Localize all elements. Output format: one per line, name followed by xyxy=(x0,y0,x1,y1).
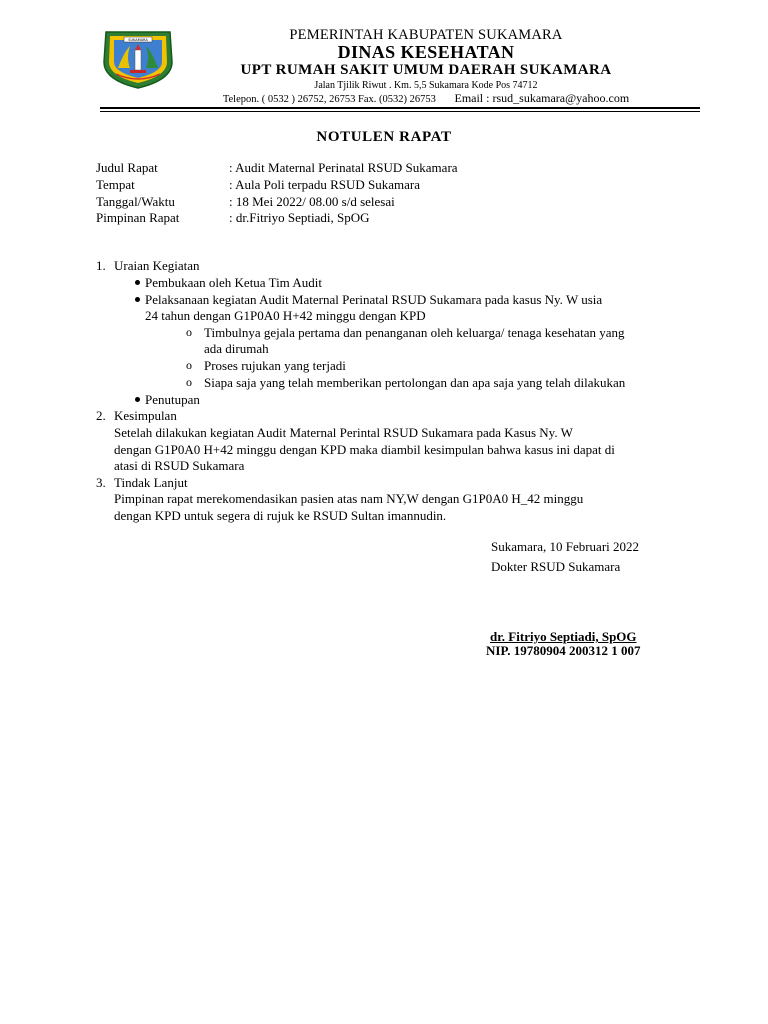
conclusion-line2: dengan G1P0A0 H+42 minggu dengan KPD maka diambil kesimpulan bahwa kasus ini dapat di xyxy=(114,442,615,457)
sub-bullet-marker: o xyxy=(186,358,192,372)
letterhead-government: PEMERINTAH KABUPATEN SUKAMARA xyxy=(289,27,563,43)
sub-bullet-marker: o xyxy=(186,325,192,339)
follow-up-line1: Pimpinan rapat merekomendasikan pasien atas nam NY,W dengan G1P0A0 H_42 minggu xyxy=(114,491,584,506)
bullet-item-implementation-line2: 24 tahun dengan G1P0A0 H+42 minggu dengan KPD xyxy=(145,308,426,323)
letterhead-department: DINAS KESEHATAN xyxy=(337,42,515,62)
letterhead-address: Jalan Tjilik Riwut . Km. 5,5 Sukamara Kode Pos 74712 xyxy=(314,80,538,91)
bullet-marker xyxy=(135,274,141,291)
section-3-number: 3. xyxy=(96,475,106,490)
bullet-item-implementation-line1: Pelaksanaan kegiatan Audit Maternal Perinatal RSUD Sukamara pada kasus Ny. W usia xyxy=(145,292,603,307)
letterhead-contact xyxy=(176,91,676,106)
bullet-marker xyxy=(135,291,141,308)
meta-value-tempat: : Aula Poli terpadu RSUD Sukamara xyxy=(229,177,421,192)
sub-item-helpers: Siapa saja yang telah memberikan pertolongan dan apa saja yang telah dilakukan xyxy=(204,375,626,390)
logo-banner-text: SUKAMARA xyxy=(128,38,148,43)
letterhead-email: Email : rsud_sukamara@yahoo.com xyxy=(454,91,630,105)
bullet-item-opening: Pembukaan oleh Ketua Tim Audit xyxy=(145,275,322,290)
regency-logo xyxy=(100,28,176,90)
section-3-title: Tindak Lanjut xyxy=(114,475,188,490)
section-2-number: 2. xyxy=(96,408,106,423)
meta-value-tanggal: : 18 Mei 2022/ 08.00 s/d selesai xyxy=(229,194,395,209)
bullet-marker xyxy=(135,391,141,408)
sub-bullet-marker: o xyxy=(186,375,192,389)
signature-nip: NIP. 19780904 200312 1 007 xyxy=(486,643,641,658)
document-title: NOTULEN RAPAT xyxy=(316,129,452,145)
letterhead-phone: Telepon. ( 0532 ) 26752, 26753 Fax. (0532) 26753 xyxy=(222,94,436,105)
meta-label-tempat: Tempat xyxy=(96,177,135,192)
bullet-item-closing: Penutupan xyxy=(145,392,200,407)
section-1-title: Uraian Kegiatan xyxy=(114,258,200,273)
meta-label-tanggal: Tanggal/Waktu xyxy=(96,194,175,209)
sub-item-symptoms-line2: ada dirumah xyxy=(204,341,269,356)
signature-role: Dokter RSUD Sukamara xyxy=(491,559,621,574)
meta-label-judul: Judul Rapat xyxy=(96,160,158,175)
meta-label-pimpinan: Pimpinan Rapat xyxy=(96,210,180,225)
section-2-title: Kesimpulan xyxy=(114,408,177,423)
conclusion-line1: Setelah dilakukan kegiatan Audit Maternal Perintal RSUD Sukamara pada Kasus Ny. W xyxy=(114,425,573,440)
meta-value-judul: : Audit Maternal Perinatal RSUD Sukamara xyxy=(229,160,458,175)
sub-item-symptoms-line1: Timbulnya gejala pertama dan penanganan oleh keluarga/ tenaga kesehatan yang xyxy=(204,325,625,340)
letterhead-rule-thick xyxy=(100,107,700,109)
sub-item-referral: Proses rujukan yang terjadi xyxy=(204,358,346,373)
letterhead-rule-thin xyxy=(100,111,700,112)
signature-place-date: Sukamara, 10 Februari 2022 xyxy=(491,539,640,554)
section-1-number: 1. xyxy=(96,258,106,273)
letterhead-hospital: UPT RUMAH SAKIT UMUM DAERAH SUKAMARA xyxy=(240,62,612,78)
signature-name: dr. Fitriyo Septiadi, SpOG xyxy=(490,629,637,644)
meta-value-pimpinan: : dr.Fitriyo Septiadi, SpOG xyxy=(229,210,370,225)
conclusion-line3: atasi di RSUD Sukamara xyxy=(114,458,245,473)
follow-up-line2: dengan KPD untuk segera di rujuk ke RSUD Sultan imannudin. xyxy=(114,508,447,523)
